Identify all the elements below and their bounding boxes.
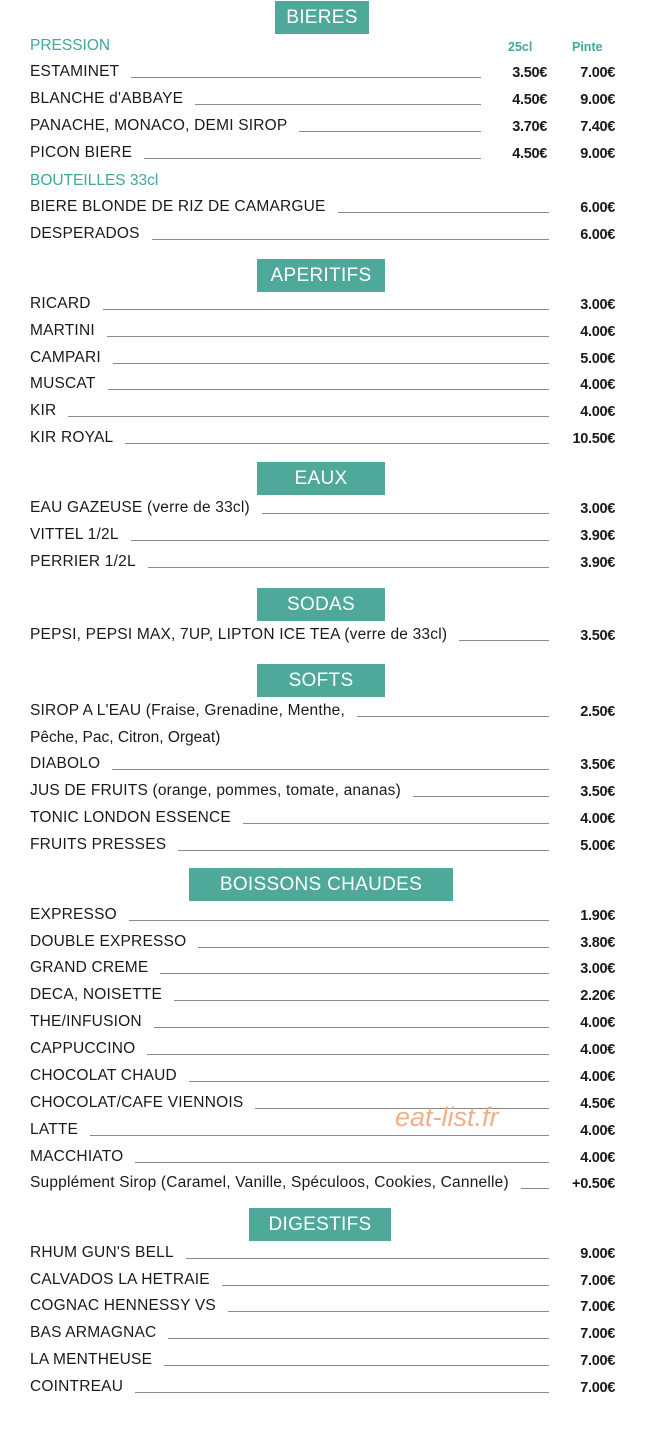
item-price: 4.00€ bbox=[580, 1123, 615, 1139]
item-price: 4.00€ bbox=[580, 377, 615, 393]
item-price: 4.50€ bbox=[580, 1096, 615, 1112]
item-price: 4.00€ bbox=[580, 811, 615, 827]
item-name: CHOCOLAT CHAUD bbox=[30, 1067, 177, 1084]
menu-item-row bbox=[30, 197, 615, 219]
menu-item-row bbox=[30, 754, 615, 776]
item-name: MARTINI bbox=[30, 322, 95, 339]
leader-line bbox=[189, 1081, 549, 1082]
item-price: 2.50€ bbox=[580, 704, 615, 720]
item-price: 3.50€ bbox=[580, 784, 615, 800]
item-name: COGNAC HENNESSY VS bbox=[30, 1297, 216, 1314]
menu-item-row bbox=[30, 401, 615, 423]
menu-item-row bbox=[30, 552, 615, 574]
menu-item-row bbox=[30, 1173, 615, 1195]
item-price: 9.00€ bbox=[580, 1246, 615, 1262]
item-price: 7.00€ bbox=[580, 1326, 615, 1342]
section-header-digestifs: DIGESTIFS bbox=[249, 1208, 391, 1241]
item-name: ESTAMINET bbox=[30, 63, 120, 80]
item-price: 3.50€ bbox=[580, 628, 615, 644]
item-price: 3.80€ bbox=[580, 935, 615, 951]
item-name: BIERE BLONDE DE RIZ DE CAMARGUE bbox=[30, 198, 326, 215]
menu-item-row bbox=[30, 985, 615, 1007]
leader-line bbox=[178, 850, 549, 851]
leader-line bbox=[338, 212, 549, 213]
item-price: 5.00€ bbox=[580, 838, 615, 854]
item-name: PEPSI, PEPSI MAX, 7UP, LIPTON ICE TEA (verre de 33cl) bbox=[30, 626, 448, 643]
item-name: DIABOLO bbox=[30, 755, 101, 772]
price-pinte: 7.00€ bbox=[580, 65, 615, 81]
item-price: 5.00€ bbox=[580, 351, 615, 367]
item-name: LA MENTHEUSE bbox=[30, 1351, 153, 1368]
leader-line bbox=[222, 1285, 549, 1286]
section-header-eaux: EAUX bbox=[257, 462, 385, 495]
price-pinte: 7.40€ bbox=[580, 119, 615, 135]
menu-item-row bbox=[30, 835, 615, 857]
item-price: 7.00€ bbox=[580, 1273, 615, 1289]
menu-item-row bbox=[30, 525, 615, 547]
menu-item-row bbox=[30, 1350, 615, 1372]
column-header-25cl: 25cl bbox=[508, 40, 533, 54]
price-25cl: 4.50€ bbox=[512, 146, 547, 162]
menu-item-row bbox=[30, 294, 615, 316]
item-price: 4.00€ bbox=[580, 1015, 615, 1031]
menu-item-row bbox=[30, 1243, 615, 1265]
menu-item-row bbox=[30, 808, 615, 830]
menu-item-row bbox=[30, 932, 615, 954]
leader-line bbox=[160, 973, 549, 974]
leader-line bbox=[168, 1338, 549, 1339]
leader-line bbox=[129, 920, 549, 921]
item-name: RICARD bbox=[30, 295, 91, 312]
item-price: 4.00€ bbox=[580, 324, 615, 340]
item-price: +0.50€ bbox=[572, 1176, 615, 1192]
item-name: Supplément Sirop (Caramel, Vanille, Spéculoos, Cookies, Cannelle) bbox=[30, 1174, 509, 1191]
leader-line bbox=[357, 716, 549, 717]
item-name: EXPRESSO bbox=[30, 906, 117, 923]
price-25cl: 4.50€ bbox=[512, 92, 547, 108]
menu-item-row bbox=[30, 625, 615, 647]
leader-line bbox=[262, 513, 549, 514]
item-price: 4.00€ bbox=[580, 1069, 615, 1085]
item-name: PANACHE, MONACO, DEMI SIROP bbox=[30, 117, 288, 134]
leader-line bbox=[147, 1054, 549, 1055]
item-name: PICON BIERE bbox=[30, 144, 133, 161]
menu-item-row bbox=[30, 1120, 615, 1142]
item-price: 4.00€ bbox=[580, 1150, 615, 1166]
menu-item-row bbox=[30, 1093, 615, 1115]
menu-item-row bbox=[30, 116, 615, 138]
leader-line bbox=[299, 131, 481, 132]
item-price: 3.50€ bbox=[580, 757, 615, 773]
column-header-pinte: Pinte bbox=[572, 40, 603, 54]
item-name: COINTREAU bbox=[30, 1378, 124, 1395]
item-name: TONIC LONDON ESSENCE bbox=[30, 809, 231, 826]
leader-line bbox=[413, 796, 549, 797]
menu-item-row bbox=[30, 1270, 615, 1292]
menu-item-row bbox=[30, 958, 615, 980]
menu-item-row bbox=[30, 62, 615, 84]
section-header-softs: SOFTS bbox=[257, 664, 385, 697]
item-name: CHOCOLAT/CAFE VIENNOIS bbox=[30, 1094, 244, 1111]
leader-line bbox=[90, 1135, 549, 1136]
menu-item-row bbox=[30, 498, 615, 520]
price-25cl: 3.70€ bbox=[512, 119, 547, 135]
item-name: RHUM GUN'S BELL bbox=[30, 1244, 174, 1261]
item-name: FRUITS PRESSES bbox=[30, 836, 167, 853]
item-name: CAPPUCCINO bbox=[30, 1040, 136, 1057]
section-header-sodas: SODAS bbox=[257, 588, 385, 621]
leader-line bbox=[144, 158, 481, 159]
menu-item-row bbox=[30, 781, 615, 803]
item-name: VITTEL 1/2L bbox=[30, 526, 119, 543]
item-price: 2.20€ bbox=[580, 988, 615, 1004]
section-header-bieres: BIERES bbox=[275, 1, 369, 34]
item-price: 3.00€ bbox=[580, 297, 615, 313]
item-name: CAMPARI bbox=[30, 349, 101, 366]
leader-line bbox=[113, 363, 549, 364]
item-price: 10.50€ bbox=[572, 431, 615, 447]
menu-item-row bbox=[30, 701, 615, 723]
item-price: 7.00€ bbox=[580, 1353, 615, 1369]
leader-line bbox=[135, 1392, 549, 1393]
section-header-aperitifs: APERITIFS bbox=[257, 259, 385, 292]
item-price: 7.00€ bbox=[580, 1299, 615, 1315]
leader-line bbox=[125, 443, 549, 444]
leader-line bbox=[186, 1258, 549, 1259]
item-name: SIROP A L'EAU (Fraise, Grenadine, Menthe, bbox=[30, 702, 345, 719]
price-pinte: 9.00€ bbox=[580, 92, 615, 108]
leader-line bbox=[243, 823, 549, 824]
menu-item-row bbox=[30, 1377, 615, 1399]
leader-line bbox=[228, 1311, 549, 1312]
menu-item-row bbox=[30, 428, 615, 450]
watermark: eat-list.fr bbox=[395, 1102, 499, 1132]
leader-line bbox=[68, 416, 549, 417]
item-price: 6.00€ bbox=[580, 200, 615, 216]
leader-line bbox=[152, 239, 549, 240]
leader-line bbox=[459, 640, 549, 641]
item-price: 3.00€ bbox=[580, 961, 615, 977]
menu-item-row bbox=[30, 321, 615, 343]
price-25cl: 3.50€ bbox=[512, 65, 547, 81]
item-name: DESPERADOS bbox=[30, 225, 140, 242]
menu-item-row bbox=[30, 1012, 615, 1034]
item-name-continuation: Pêche, Pac, Citron, Orgeat) bbox=[30, 729, 221, 746]
leader-line bbox=[103, 309, 549, 310]
item-name: EAU GAZEUSE (verre de 33cl) bbox=[30, 499, 250, 516]
leader-line bbox=[164, 1365, 549, 1366]
menu-item-row bbox=[30, 374, 615, 396]
leader-line bbox=[195, 104, 481, 105]
menu-item-row bbox=[30, 224, 615, 246]
leader-line bbox=[148, 567, 549, 568]
item-price: 3.00€ bbox=[580, 501, 615, 517]
item-price: 3.90€ bbox=[580, 555, 615, 571]
menu-item-row bbox=[30, 1323, 615, 1345]
menu-item-row bbox=[30, 89, 615, 111]
item-price: 6.00€ bbox=[580, 227, 615, 243]
item-price: 3.90€ bbox=[580, 528, 615, 544]
leader-line bbox=[174, 1000, 549, 1001]
item-name: BLANCHE d'ABBAYE bbox=[30, 90, 184, 107]
leader-line bbox=[131, 77, 481, 78]
item-name: DECA, NOISETTE bbox=[30, 986, 162, 1003]
item-name: DOUBLE EXPRESSO bbox=[30, 933, 187, 950]
leader-line bbox=[131, 540, 549, 541]
leader-line bbox=[135, 1162, 549, 1163]
item-price: 4.00€ bbox=[580, 1042, 615, 1058]
menu-item-row bbox=[30, 1039, 615, 1061]
item-name: GRAND CREME bbox=[30, 959, 149, 976]
leader-line bbox=[521, 1188, 549, 1189]
item-name: CALVADOS LA HETRAIE bbox=[30, 1271, 210, 1288]
leader-line bbox=[154, 1027, 549, 1028]
leader-line bbox=[108, 389, 549, 390]
subsection-label: PRESSION bbox=[30, 37, 111, 54]
menu-item-row bbox=[30, 905, 615, 927]
subsection-label: BOUTEILLES 33cl bbox=[30, 172, 159, 189]
leader-line bbox=[198, 947, 549, 948]
item-price: 7.00€ bbox=[580, 1380, 615, 1396]
item-name: KIR ROYAL bbox=[30, 429, 114, 446]
menu-item-row bbox=[30, 1147, 615, 1169]
item-name: THE/INFUSION bbox=[30, 1013, 142, 1030]
menu-item-row bbox=[30, 1066, 615, 1088]
item-name: PERRIER 1/2L bbox=[30, 553, 136, 570]
item-price: 1.90€ bbox=[580, 908, 615, 924]
menu-item-row bbox=[30, 1296, 615, 1318]
leader-line bbox=[112, 769, 549, 770]
price-pinte: 9.00€ bbox=[580, 146, 615, 162]
item-name: BAS ARMAGNAC bbox=[30, 1324, 157, 1341]
leader-line bbox=[107, 336, 549, 337]
item-name: KIR bbox=[30, 402, 57, 419]
item-price: 4.00€ bbox=[580, 404, 615, 420]
menu-item-row bbox=[30, 348, 615, 370]
menu-item-row bbox=[30, 143, 615, 165]
item-name: MACCHIATO bbox=[30, 1148, 124, 1165]
item-name: MUSCAT bbox=[30, 375, 96, 392]
item-name: LATTE bbox=[30, 1121, 79, 1138]
item-name: JUS DE FRUITS (orange, pommes, tomate, ananas) bbox=[30, 782, 401, 799]
section-header-boissons-chaudes: BOISSONS CHAUDES bbox=[189, 868, 453, 901]
